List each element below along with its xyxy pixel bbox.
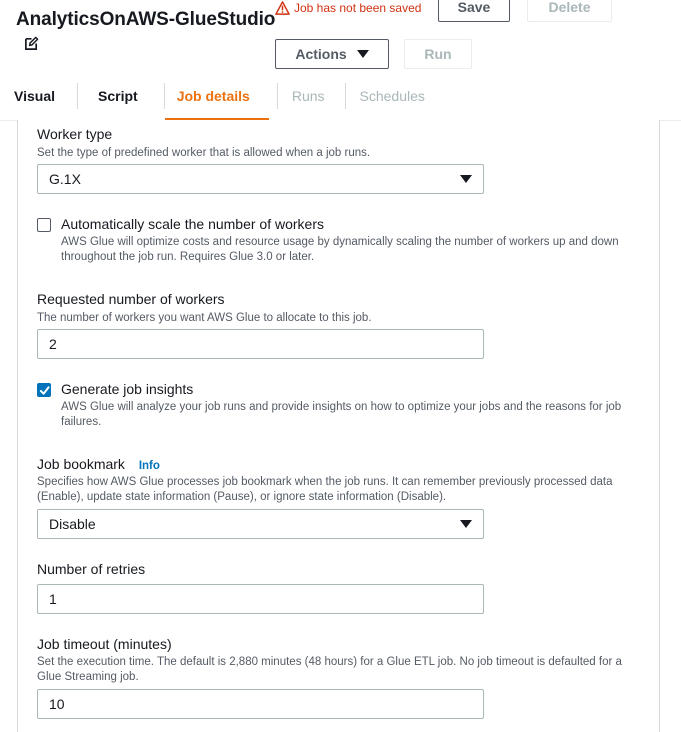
auto-scale-label: Automatically scale the number of workers: [61, 216, 324, 232]
tab-runs: Runs: [291, 88, 325, 104]
job-bookmark-select[interactable]: [37, 509, 484, 539]
save-button[interactable]: Save: [438, 0, 510, 22]
tab-job-details[interactable]: Job details: [165, 72, 269, 120]
job-bookmark-description: Specifies how AWS Glue processes job bookmark when the job runs. It can remember previously processed data (Enable), update state information (Pause), or ignore state information (Disable).: [37, 476, 613, 503]
tab-divider: [77, 83, 78, 109]
worker-type-label: Worker type: [37, 126, 113, 142]
worker-type-value: G.1X: [49, 171, 81, 187]
job-title: AnalyticsOnAWS-GlueStudio: [16, 9, 276, 30]
auto-scale-checkbox[interactable]: [37, 218, 51, 232]
unsaved-warning-text: Job has not been saved: [294, 1, 422, 15]
tab-divider: [277, 83, 278, 109]
worker-type-description: Set the type of predefined worker that is allowed when a job runs.: [37, 147, 371, 159]
num-retries-input[interactable]: [37, 584, 484, 614]
worker-type-select[interactable]: [37, 164, 484, 194]
caret-down-icon: [357, 50, 369, 58]
unsaved-warning: [275, 1, 421, 15]
delete-button[interactable]: Delete: [527, 0, 612, 22]
caret-down-icon: [460, 520, 472, 528]
job-timeout-label: Job timeout (minutes): [37, 636, 172, 652]
tab-script[interactable]: Script: [98, 88, 138, 104]
caret-down-icon: [460, 175, 472, 183]
check-icon: [39, 385, 50, 396]
tab-visual[interactable]: Visual: [14, 88, 55, 104]
tab-bar: [0, 72, 681, 120]
num-workers-input[interactable]: [37, 329, 484, 359]
num-workers-field[interactable]: [49, 336, 472, 352]
warning-icon: [275, 1, 290, 15]
job-insights-label: Generate job insights: [61, 381, 194, 397]
job-header: [0, 0, 681, 124]
edit-icon[interactable]: [24, 36, 39, 51]
job-insights-description: AWS Glue will analyze your job runs and provide insights on how to optimize your jobs and the reasons for job failures.: [61, 401, 622, 428]
job-bookmark-label: Job bookmark: [37, 456, 125, 472]
job-timeout-field[interactable]: [49, 696, 472, 712]
actions-button[interactable]: [275, 39, 389, 69]
run-button[interactable]: Run: [404, 39, 472, 69]
job-insights-checkbox[interactable]: [37, 383, 51, 397]
num-workers-description: The number of workers you want AWS Glue to allocate to this job.: [37, 312, 372, 324]
job-timeout-input[interactable]: [37, 689, 484, 719]
num-retries-label: Number of retries: [37, 561, 146, 577]
num-workers-label: Requested number of workers: [37, 291, 225, 307]
job-bookmark-info-link[interactable]: Info: [138, 460, 160, 472]
tab-divider: [345, 83, 346, 109]
job-bookmark-value: Disable: [49, 516, 96, 532]
auto-scale-description: AWS Glue will optimize costs and resource usage by dynamically scaling the number of workers up and down throughout the job run. Requires Glue 3.0 or later.: [61, 236, 619, 263]
actions-button-label: Actions: [295, 46, 347, 62]
job-timeout-description: Set the execution time. The default is 2,880 minutes (48 hours) for a Glue ETL job. No job timeout is defaulted for a Glue Streaming job.: [37, 656, 622, 683]
tab-schedules: Schedules: [359, 88, 425, 104]
num-retries-field[interactable]: [49, 591, 472, 607]
job-bookmark-header: [37, 456, 160, 472]
